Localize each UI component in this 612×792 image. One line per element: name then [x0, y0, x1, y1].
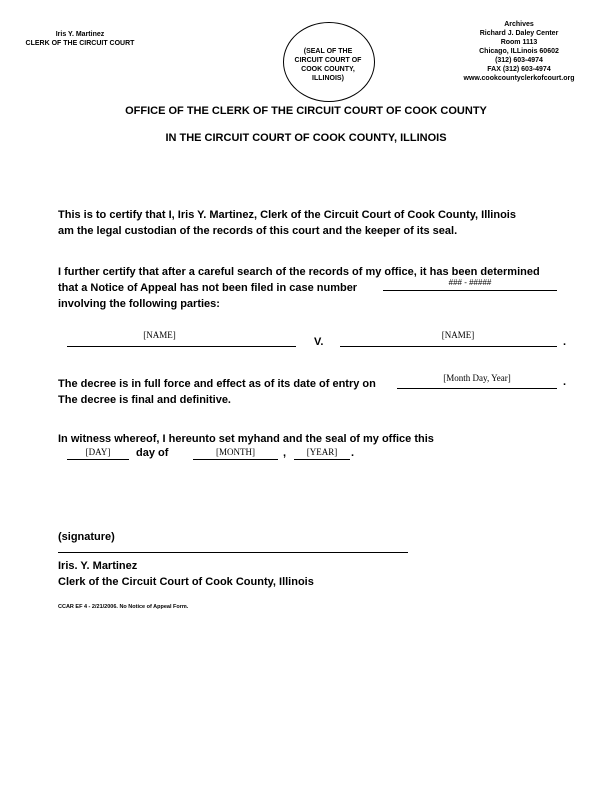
case-number-line: [383, 290, 557, 291]
month-field[interactable]: [MONTH]: [216, 447, 255, 457]
comma-label: ,: [283, 447, 287, 459]
search-paragraph: [58, 264, 558, 312]
clerk-header: [10, 30, 150, 48]
party2-field[interactable]: [NAME]: [441, 330, 475, 340]
signature-line[interactable]: [58, 552, 408, 553]
search-line: involving the following parties:: [58, 298, 220, 310]
versus-label: V.: [314, 336, 324, 348]
archives-line: FAX (312) 603-4974: [487, 66, 551, 73]
archives-line: Archives: [504, 21, 534, 28]
party2-line: [340, 346, 557, 347]
archives-line: www.cookcountyclerkofcourt.org: [463, 75, 575, 82]
certify-line: This is to certify that I, Iris Y. Martinez, Clerk of the Circuit Court of Cook County, Illinois: [58, 209, 516, 221]
seal-line: CIRCUIT COURT OF: [294, 57, 362, 64]
search-line: that a Notice of Appeal has not been filed in case number: [58, 282, 358, 294]
archives-line: Chicago, ILLinois 60602: [479, 48, 559, 55]
clerk-title: CLERK OF THE CIRCUIT COURT: [25, 40, 135, 47]
case-number-field[interactable]: ### - #####: [448, 278, 492, 287]
decree-line: The decree is in full force and effect as of its date of entry on: [58, 378, 376, 390]
seal-line: (SEAL OF THE: [303, 48, 353, 55]
archives-line: (312) 603-4974: [495, 57, 543, 64]
archives-line: Richard J. Daley Center: [479, 30, 559, 37]
archives-line: Room 1113: [500, 39, 538, 46]
office-heading: OFFICE OF THE CLERK OF THE CIRCUIT COURT OF COOK COUNTY: [125, 105, 487, 117]
certify-line: am the legal custodian of the records of this court and the keeper of its seal.: [58, 225, 458, 237]
party1-line: [67, 346, 296, 347]
day-of-label: day of: [136, 447, 169, 459]
day-field[interactable]: [DAY]: [85, 447, 111, 457]
court-heading: IN THE CIRCUIT COURT OF COOK COUNTY, ILLINOIS: [165, 132, 447, 144]
search-line: I further certify that after a careful search of the records of my office, it has been determined: [58, 266, 540, 278]
signature-block: [58, 558, 314, 590]
decree-date-field[interactable]: [Month Day, Year]: [443, 373, 511, 383]
clerk-name: Iris Y. Martinez: [55, 31, 105, 38]
seal-text: [283, 47, 373, 83]
archives-address: [446, 20, 592, 83]
year-line: [294, 459, 350, 460]
year-field[interactable]: [YEAR]: [306, 447, 338, 457]
parties-period: .: [563, 336, 567, 348]
certify-paragraph: [58, 207, 558, 239]
decree-line: The decree is final and definitive.: [58, 394, 231, 406]
party1-field[interactable]: [NAME]: [143, 330, 176, 340]
witness-period: .: [351, 447, 355, 459]
form-id: CCAR EF 4 - 2/21/2006. No Notice of Appeal Form.: [58, 604, 189, 610]
signature-label: (signature): [58, 531, 115, 543]
seal-line: ILLINOIS): [312, 75, 344, 82]
witness-line: In witness whereof, I hereunto set myhand and the seal of my office this: [58, 433, 434, 445]
decree-date-line: [397, 388, 557, 389]
signer-title: Clerk of the Circuit Court of Cook County, Illinois: [58, 576, 314, 588]
signer-name: Iris. Y. Martinez: [58, 560, 138, 572]
day-line: [67, 459, 129, 460]
decree-period: .: [563, 376, 567, 388]
month-line: [193, 459, 278, 460]
seal-line: COOK COUNTY,: [301, 66, 355, 73]
